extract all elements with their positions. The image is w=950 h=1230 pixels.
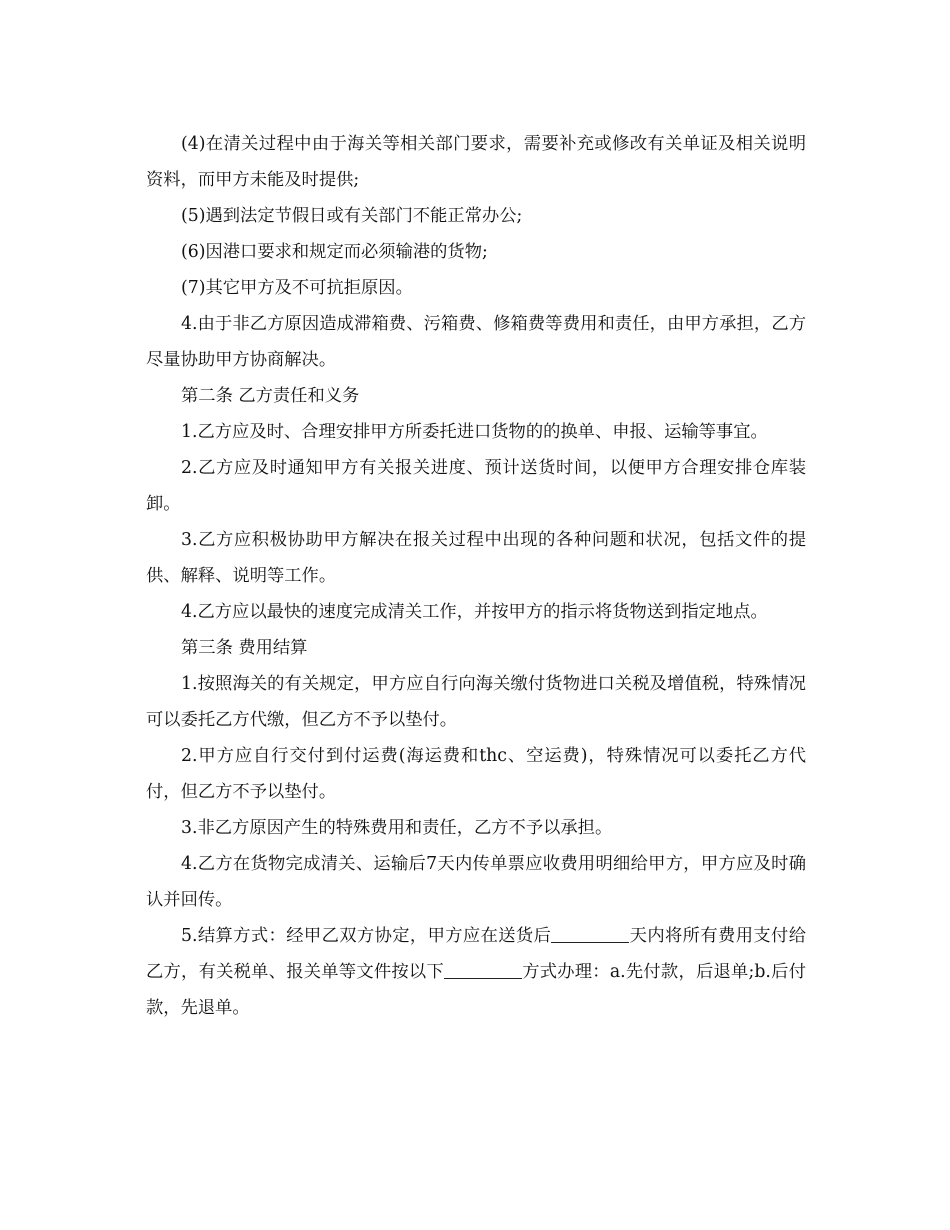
article-2-heading: 第二条 乙方责任和义务 xyxy=(181,386,360,406)
clause-5-text-part-1: 5.结算方式：经甲乙双方协定，甲方应在送货后 xyxy=(181,926,552,946)
clause-5-text-part-2: 天内将所有费用支付给乙方，有关税单、报关单等文件按以下 xyxy=(146,926,806,982)
clause-4: 4.由于非乙方原因造成滞箱费、污箱费、修箱费等费用和责任，由甲方承担，乙方尽量协助甲方协商解决。 xyxy=(146,314,806,370)
clause-item-5: (5)遇到法定节假日或有关部门不能正常办公; xyxy=(181,206,523,226)
article-2-clause-3: 3.乙方应积极协助甲方解决在报关过程中出现的各种问题和状况，包括文件的提供、解释、说明等工作。 xyxy=(146,530,806,586)
clause-item-4: (4)在清关过程中由于海关等相关部门要求，需要补充或修改有关单证及相关说明资料，而甲方未能及时提供; xyxy=(146,134,806,190)
article-3-heading: 第三条 费用结算 xyxy=(181,638,308,658)
article-3-clause-1: 1.按照海关的有关规定，甲方应自行向海关缴付货物进口关税及增值税，特殊情况可以委托乙方代缴，但乙方不予以垫付。 xyxy=(146,674,806,730)
blank-days-line xyxy=(551,924,629,943)
article-3-clause-5 xyxy=(146,918,806,1026)
article-3-clause-4: 4.乙方在货物完成清关、运输后7天内传单票应收费用明细给甲方，甲方应及时确认并回传。 xyxy=(146,854,806,910)
document-body xyxy=(146,126,806,1026)
clause-item-6: (6)因港口要求和规定而必须输港的货物; xyxy=(181,242,488,262)
article-2-clause-4: 4.乙方应以最快的速度完成清关工作，并按甲方的指示将货物送到指定地点。 xyxy=(181,602,768,622)
clause-item-7: (7)其它甲方及不可抗拒原因。 xyxy=(181,278,413,298)
clause-5-text-part-3: 方式办理：a.先付款，后退单;b.后付款，先退单。 xyxy=(146,962,806,1018)
blank-method-line xyxy=(444,960,522,979)
article-3-clause-3: 3.非乙方原因产生的特殊费用和责任，乙方不予以承担。 xyxy=(181,818,613,838)
article-2-clause-2: 2.乙方应及时通知甲方有关报关进度、预计送货时间，以便甲方合理安排仓库装卸。 xyxy=(146,458,806,514)
article-2-clause-1: 1.乙方应及时、合理安排甲方所委托进口货物的的换单、申报、运输等事宜。 xyxy=(181,422,768,442)
article-3-clause-2: 2.甲方应自行交付到付运费(海运费和thc、空运费)，特殊情况可以委托乙方代付，但乙方不予以垫付。 xyxy=(146,746,806,802)
